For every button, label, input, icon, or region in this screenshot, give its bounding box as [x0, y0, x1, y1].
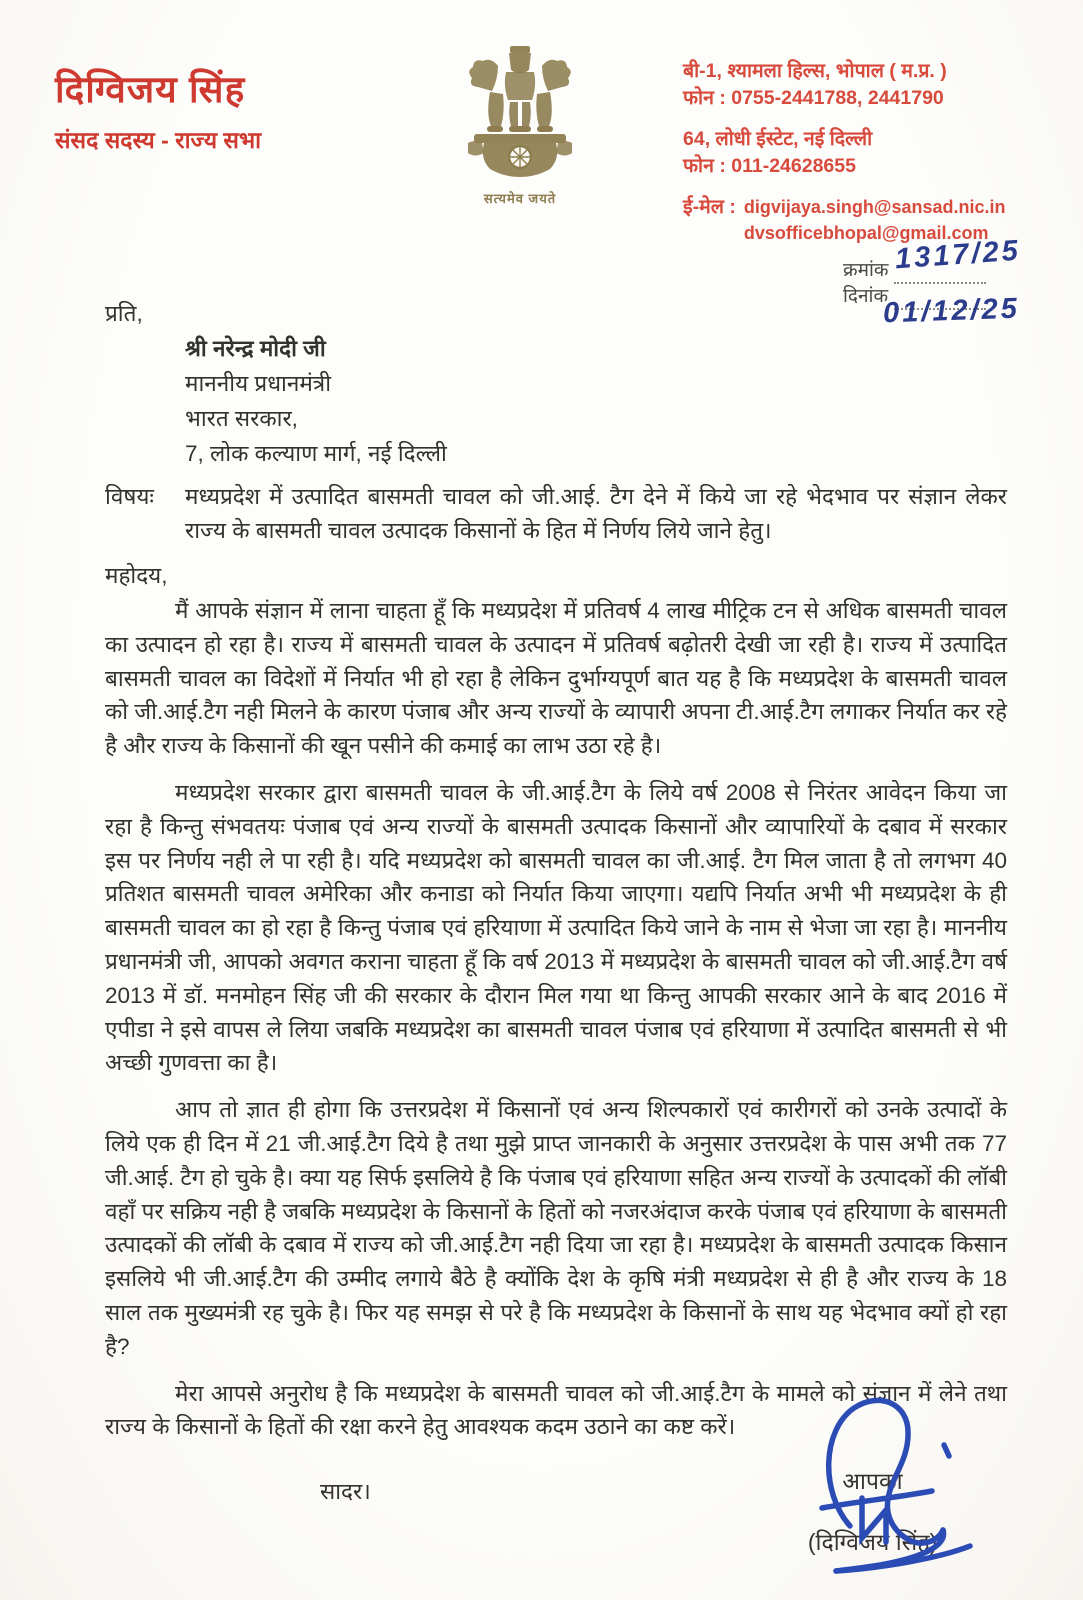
contact-bhopal-address: बी-1, श्यामला हिल्स, भोपाल ( म.प्र. ) [683, 60, 947, 82]
signature-icon [792, 1388, 992, 1583]
letter-paragraph: आप तो ज्ञात ही होगा कि उत्तरप्रदेश में किसानों एवं अन्य शिल्पकारों एवं कारीगरों को उनके उत्पादों के लिये एक ही दिन में 21 जी.आई.टैग दिये है तथा मुझे प्राप्त जानकारी के अनुसार उत्तरप्रदेश के पास अभी तक 77 जी.आई. टैग हो चुके है। क्या यह सिर्फ इसलिये है कि पंजाब एवं हरियाणा सहित अन्य राज्यों के उत्पादकों की लॉबी वहाँ पर सक्रिय नही है जबकि मध्यप्रदेश के किसानों के हितों को नजरअंदाज करके पंजाब एवं हरियाणा के बासमती उत्पादकों की लॉबी के दबाव में राज्य को जी.आई.टैग नही दिया जा रहा है। मध्यप्रदेश के बासमती उत्पादक किसान इसलिये भी जी.आई.टैग की उम्मीद लगाये बैठे है क्योंकि देश के कृषि मंत्री मध्यप्रदेश से ही है और राज्य के 18 साल तक मुख्यमंत्री रह चुके है। फिर यह समझ से परे है कि मध्यप्रदेश के किसानों के साथ यह भेदभाव क्यों हो रहा है? [105, 1097, 1007, 1359]
letterhead-left [55, 62, 261, 155]
handwritten-reference-number: 1317/25 [894, 234, 1022, 276]
recipient-block [185, 331, 1007, 471]
recipient-address: 7, लोक कल्याण मार्ग, नई दिल्ली [185, 441, 447, 466]
contact-email-secondary: dvsofficebhopal@gmail.com [743, 223, 989, 243]
letterhead-contact-block [683, 58, 1006, 246]
letterhead-sender-designation: संसद सदस्य - राज्य सभा [55, 127, 262, 153]
contact-delhi [683, 126, 1006, 180]
subject-text: मध्यप्रदेश में उत्पादित बासमती चावल को जी.आई. टैग देने में किये जा रहे भेदभाव पर संज्ञान लेकर राज्य के बासमती चावल उत्पादक किसानों के हित में निर्णय लिये जाने हेतु। [185, 484, 1007, 543]
letterhead-sender-name: दिग्विजय सिंह [55, 69, 246, 110]
recipient-org: भारत सरकार, [185, 406, 298, 431]
contact-email-label: ई-मेल : [683, 196, 736, 218]
contact-delhi-address: 64, लोधी ईस्टेट, नई दिल्ली [683, 128, 873, 150]
contact-email-primary: digvijaya.singh@sansad.nic.in [743, 197, 1006, 217]
letter-body [105, 594, 1007, 1444]
letter-paragraph: मध्यप्रदेश सरकार द्वारा बासमती चावल के जी.आई.टैग के लिये वर्ष 2008 से निरंतर आवेदन किया जा रहा है किन्तु संभवतयः पंजाब एवं अन्य राज्यों के बासमती उत्पादक किसानों और व्यापारियों के दबाव में सरकार इस पर निर्णय नही ले पा रही है। यदि मध्यप्रदेश को बासमती चावल का जी.आई. टैग मिल जाता है तो लगभग 40 प्रतिशत बासमती चावल अमेरिका और कनाडा को निर्यात किया जाएगा। यद्यपि निर्यात अभी भी मध्यप्रदेश के ही बासमती चावल का हो रहा है किन्तु पंजाब एवं हरियाणा में उत्पादित किये जाने के नाम से भेजा जा रहा है। माननीय प्रधानमंत्री जी, आपको अवगत कराना चाहता हूँ कि वर्ष 2013 में मध्यप्रदेश के बासमती चावल को जी.आई.टैग वर्ष 2013 में डॉ. मनमोहन सिंह जी की सरकार के दौरान मिल गया था किन्तु आपकी सरकार आने के बाद 2016 में एपीडा ने इसे वापस ले लिया जबकि मध्यप्रदेश का बासमती चावल पंजाब एवं हरियाणा में उत्पादित बासमती से भी अच्छी गुणवत्ता का है। [105, 779, 1007, 1076]
letter-content [105, 296, 1007, 1509]
handwritten-date: 01/12/25 [882, 292, 1021, 330]
closing-regards: सादर। [320, 1479, 371, 1505]
recipient-title: माननीय प्रधानमंत्री [185, 371, 332, 396]
subject-label: विषयः [105, 484, 154, 509]
subject-row [105, 480, 1007, 548]
contact-bhopal-phone: फोन : 0755-2441788, 2441790 [683, 87, 944, 109]
salutation: महोदय, [105, 563, 168, 588]
to-label: प्रति, [105, 301, 143, 326]
closing-yours: आपका [842, 1468, 903, 1494]
recipient-name: श्री नरेन्द्र मोदी जी [185, 336, 326, 361]
signatory-name: (दिग्विजय सिंह) [807, 1529, 938, 1555]
letterhead-emblem [452, 44, 588, 207]
ashoka-lion-capital-icon [454, 44, 586, 182]
letter-paragraph: मैं आपके संज्ञान में लाना चाहता हूँ कि मध्यप्रदेश में प्रतिवर्ष 4 लाख मीट्रिक टन से अधिक बासमती चावल का उत्पादन हो रहा है। राज्य में बासमती चावल के उत्पादन में प्रतिवर्ष बढ़ोतरी देखी जा रही है। राज्य में उत्पादित बासमती चावल का विदेशों में निर्यात भी हो रहा है लेकिन दुर्भाग्यपूर्ण बात यह है कि मध्यप्रदेश के बासमती चावल को जी.आई.टैग नही मिलने के कारण पंजाब और अन्य राज्यों के व्यापारी अपना टी.आई.टैग लगाकर निर्यात कर रहे है और राज्य के किसानों की खून पसीने की कमाई का लाभ उठा रहे है। [105, 598, 1007, 759]
contact-bhopal [683, 58, 1006, 112]
letter-paragraph: मेरा आपसे अनुरोध है कि मध्यप्रदेश के बासमती चावल को जी.आई.टैग के मामले को संज्ञान में लेने तथा राज्य के किसानों के हितों की रक्षा करने हेतु आवश्यक कदम उठाने का कष्ट करें। [105, 1380, 1007, 1440]
reference-date-label: दिनांक [843, 286, 889, 307]
emblem-motto: सत्यमेव जयते [483, 191, 557, 206]
reference-number-label: क्रमांक [843, 260, 889, 281]
contact-delhi-phone: फोन : 011-24628655 [683, 155, 856, 177]
